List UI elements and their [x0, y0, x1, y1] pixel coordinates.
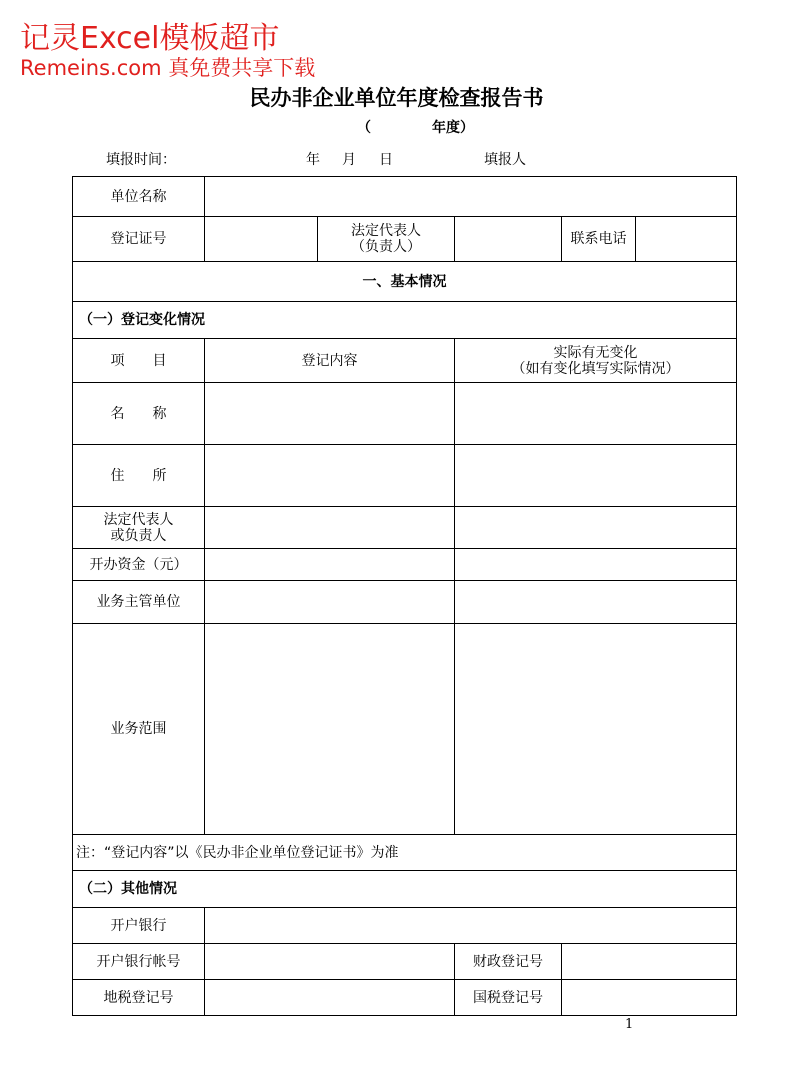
reg-cert-no-field[interactable] — [205, 217, 318, 262]
row-legal-rep-label — [73, 507, 205, 549]
row-authority-content[interactable] — [205, 581, 455, 624]
fill-year: 年 — [306, 152, 320, 168]
watermark-subtitle: Remeins.com 真免费共享下载 — [20, 56, 316, 80]
col-header-change — [455, 339, 737, 383]
row-address-content[interactable] — [205, 445, 455, 507]
legal-rep-label-line2: （负责人） — [351, 239, 421, 255]
fill-time-label: 填报时间： — [106, 152, 176, 168]
subsection-registration-changes: （一）登记变化情况 — [73, 302, 737, 339]
row-scope-change[interactable] — [455, 624, 737, 835]
phone-field[interactable] — [636, 217, 737, 262]
page-number: 1 — [625, 1017, 634, 1032]
year-open-paren: （ — [357, 120, 371, 136]
row-legal-rep-line1: 法定代表人 — [103, 511, 174, 528]
section-basic-info: 一、基本情况 — [73, 262, 737, 302]
row-scope-content[interactable] — [205, 624, 455, 835]
row-name-change[interactable] — [455, 383, 737, 445]
fill-month: 月 — [342, 152, 356, 168]
finance-reg-label: 财政登记号 — [455, 944, 562, 980]
col-header-item: 项 目 — [73, 339, 205, 383]
col-header-change-line2: （如有变化填写实际情况） — [511, 360, 680, 377]
col-header-change-line1: 实际有无变化 — [553, 344, 638, 361]
row-legal-rep-change[interactable] — [455, 507, 737, 549]
row-capital-content[interactable] — [205, 549, 455, 581]
row-capital-change[interactable] — [455, 549, 737, 581]
bank-field[interactable] — [205, 908, 737, 944]
row-address-label: 住 所 — [73, 445, 205, 507]
bank-label: 开户银行 — [73, 908, 205, 944]
page-title: 民办非企业单位年度检查报告书 — [249, 85, 544, 110]
unit-name-label: 单位名称 — [73, 177, 205, 217]
fill-person-label: 填报人 — [484, 152, 526, 168]
legal-rep-field[interactable] — [455, 217, 562, 262]
bank-account-label: 开户银行帐号 — [73, 944, 205, 980]
row-legal-rep-line2: 或负责人 — [110, 527, 167, 544]
row-authority-change[interactable] — [455, 581, 737, 624]
row-address-change[interactable] — [455, 445, 737, 507]
legal-rep-label-line1: 法定代表人 — [351, 223, 421, 239]
row-name-content[interactable] — [205, 383, 455, 445]
year-label: 年度） — [432, 120, 474, 136]
phone-label: 联系电话 — [562, 217, 636, 262]
row-scope-label: 业务范围 — [73, 624, 205, 835]
row-legal-rep-content[interactable] — [205, 507, 455, 549]
fill-day: 日 — [379, 152, 393, 168]
unit-name-field[interactable] — [205, 177, 737, 217]
watermark-title: 记灵Excel模板超市 — [20, 21, 280, 56]
row-authority-label: 业务主管单位 — [73, 581, 205, 624]
row-capital-label: 开办资金（元） — [73, 549, 205, 581]
registration-note: 注：“登记内容”以《民办非企业单位登记证书》为准 — [73, 835, 737, 871]
report-form — [72, 176, 737, 1016]
reg-cert-no-label: 登记证号 — [73, 217, 205, 262]
legal-rep-label — [318, 217, 455, 262]
bank-account-field[interactable] — [205, 944, 455, 980]
local-tax-field[interactable] — [205, 980, 455, 1016]
finance-reg-field[interactable] — [562, 944, 737, 980]
local-tax-label: 地税登记号 — [73, 980, 205, 1016]
subsection-other-info: （二）其他情况 — [73, 871, 737, 908]
national-tax-field[interactable] — [562, 980, 737, 1016]
row-name-label: 名 称 — [73, 383, 205, 445]
national-tax-label: 国税登记号 — [455, 980, 562, 1016]
col-header-content: 登记内容 — [205, 339, 455, 383]
